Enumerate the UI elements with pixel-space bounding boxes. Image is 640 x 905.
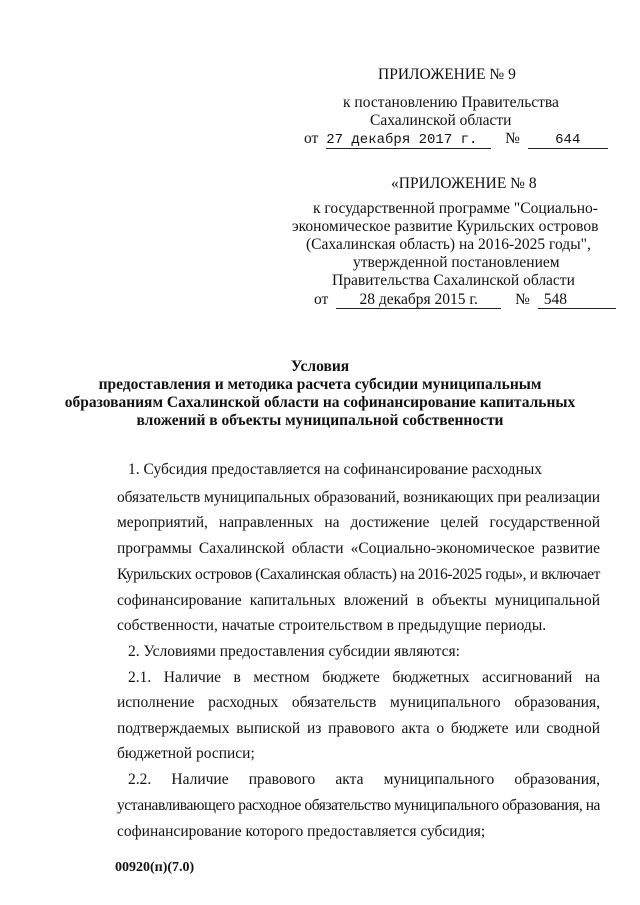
- appendix-8-date-row: [314, 291, 616, 309]
- p22-line3: софинансирование которого предоставляется субсидия;: [117, 823, 486, 840]
- p21-line1: 2.1. Наличие в местном бюджете бюджетных ассигнований на: [128, 669, 600, 686]
- doc-title: Условия: [290, 358, 350, 375]
- appendix-8-line2: экономическое развитие Курильских островов: [292, 218, 599, 235]
- p21-line2: исполнение расходных обязательств муниципального образования,: [117, 694, 600, 711]
- doc-title-line3: образованиям Сахалинской области на софинансирование капитальных: [64, 394, 576, 411]
- p1-line5: Курильских островов (Сахалинская область) на 2016-2025 годы», и включает: [117, 566, 600, 583]
- p1-line3: мероприятий, направленных на достижение целей государственной: [117, 514, 600, 531]
- p22-line1: 2.2. Наличие правового акта муниципального образования,: [128, 771, 600, 788]
- doc-title-line4: вложений в объекты муниципальной собственности: [136, 412, 504, 429]
- appendix-8-line5: Правительства Сахалинской области: [332, 272, 575, 289]
- appendix-8-line3: (Сахалинская область) на 2016-2025 годы",: [306, 236, 591, 253]
- p1-line7: собственности, начатые строительством в предыдущие периоды.: [117, 617, 547, 634]
- appendix-9-date-row: [304, 130, 608, 149]
- appendix-9-line1: к постановлению Правительства: [343, 94, 559, 111]
- appendix-8-line1: к государственной программе "Социально-: [313, 200, 598, 217]
- program-number: 548: [538, 292, 616, 309]
- p21-line4: бюджетной росписи;: [117, 745, 255, 762]
- number-label: №: [515, 291, 530, 308]
- decree-date: 27 декабря 2017 г.: [326, 132, 491, 149]
- p1-line6: софинансирование капитальных вложений в объекты муниципальной: [117, 592, 600, 609]
- decree-number: 644: [528, 132, 608, 149]
- p1-line2: обязательств муниципальных образований, возникающих при реализации: [117, 489, 600, 506]
- appendix-9-title: ПРИЛОЖЕНИЕ № 9: [378, 66, 516, 83]
- p1-line4: программы Сахалинской области «Социально-экономическое развитие: [117, 540, 600, 557]
- number-label: №: [505, 130, 520, 147]
- appendix-9-line2: Сахалинской области: [370, 112, 512, 129]
- from-label: от: [304, 130, 319, 147]
- appendix-8-line4: утвержденной постановлением: [353, 254, 560, 271]
- doc-title-line2: предоставления и методика расчета субсидии муниципальным: [98, 376, 542, 393]
- from-label: от: [314, 291, 329, 308]
- p2: 2. Условиями предоставления субсидии являются:: [128, 643, 460, 660]
- appendix-8-title: «ПРИЛОЖЕНИЕ № 8: [391, 175, 537, 192]
- document-code: 00920(п)(7.0): [115, 860, 195, 875]
- p22-line2: устанавливающего расходное обязательство муниципального образования, на: [117, 797, 600, 814]
- p1-line1: 1. Субсидия предоставляется на софинансирование расходных: [128, 461, 543, 478]
- p21-line3: подтверждаемых выпиской из правового акта о бюджете или сводной: [117, 720, 600, 737]
- program-date: 28 декабря 2015 г.: [336, 292, 501, 309]
